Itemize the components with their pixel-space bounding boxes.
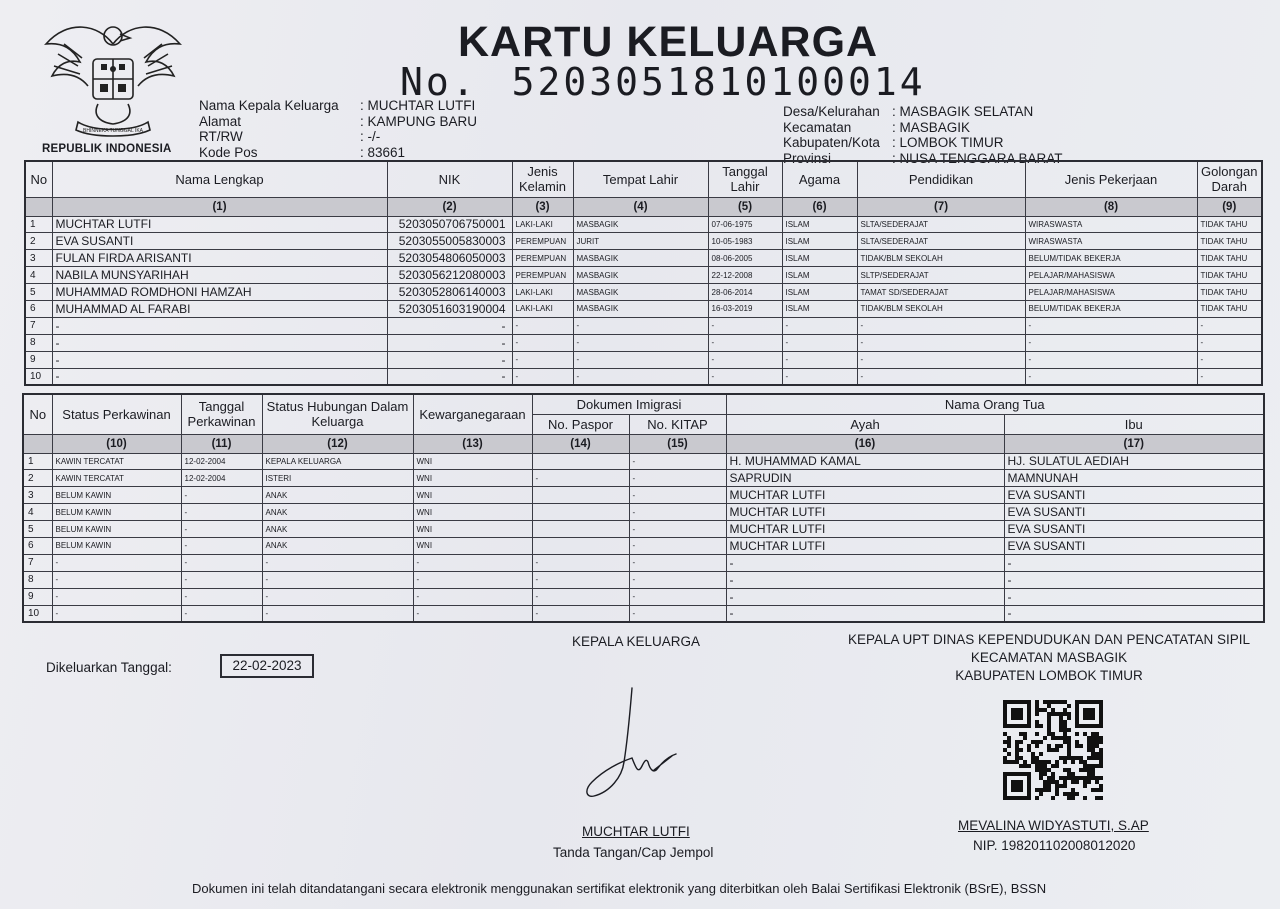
info-value: : NUSA TENGGARA BARAT <box>892 150 1063 166</box>
table-cell: 6 <box>23 537 52 554</box>
family-members-table <box>24 160 1263 386</box>
table-cell: - <box>726 571 1004 588</box>
info-label: RT/RW <box>199 129 243 144</box>
table-cell <box>532 504 629 521</box>
table-cell: BELUM/TIDAK BEKERJA <box>1025 250 1197 267</box>
table-row <box>23 504 1264 521</box>
table-cell: - <box>857 334 1025 351</box>
electronic-signature-notice: Dokumen ini telah ditandatangani secara elektronik menggunakan sertifikat elektronik yang diterbitkan oleh Balai Sertifikasi Elektronik (BSrE), BSSN <box>192 881 1047 896</box>
table-row <box>25 267 1262 284</box>
table-cell: MASBAGIK <box>573 284 708 301</box>
info-value: : LOMBOK TIMUR <box>892 135 1004 150</box>
table-cell: - <box>413 554 532 571</box>
table-cell: 2 <box>25 233 52 250</box>
table-cell: 5 <box>23 521 52 538</box>
table-row <box>25 334 1262 351</box>
table-cell: PEREMPUAN <box>512 250 573 267</box>
table-cell: - <box>1025 334 1197 351</box>
table-cell: - <box>181 537 262 554</box>
table-cell: - <box>726 605 1004 622</box>
table-row <box>23 521 1264 538</box>
table-cell: WNI <box>413 487 532 504</box>
info-row <box>199 145 477 161</box>
table-cell: - <box>708 334 782 351</box>
table-cell: - <box>262 554 413 571</box>
table-cell: - <box>573 351 708 368</box>
signature-caption: Tanda Tangan/Cap Jempol <box>553 845 714 860</box>
table-cell <box>532 521 629 538</box>
official-title <box>845 631 1253 685</box>
table-cell: - <box>181 504 262 521</box>
table-cell: - <box>262 588 413 605</box>
col-number: (17) <box>1004 434 1264 453</box>
table-cell: TAMAT SD/SEDERAJAT <box>857 284 1025 301</box>
col-header-no: No <box>25 161 52 197</box>
table-cell: 4 <box>23 504 52 521</box>
table-cell: HJ. SULATUL AEDIAH <box>1004 453 1264 470</box>
table-cell: JURIT <box>573 233 708 250</box>
col-header-no: No <box>23 394 52 434</box>
table-cell: H. MUHAMMAD KAMAL <box>726 453 1004 470</box>
table-cell: 3 <box>25 250 52 267</box>
table-cell: ISLAM <box>782 233 857 250</box>
table-cell: 9 <box>25 351 52 368</box>
table-cell: - <box>1025 368 1197 385</box>
table-row <box>25 233 1262 250</box>
table-cell: WNI <box>413 504 532 521</box>
table-cell: - <box>52 317 387 334</box>
table-cell: BELUM KAWIN <box>52 521 181 538</box>
table-cell: WNI <box>413 537 532 554</box>
table-cell: - <box>629 470 726 487</box>
table-cell: BELUM KAWIN <box>52 537 181 554</box>
table-cell: LAKI-LAKI <box>512 300 573 317</box>
table-row <box>25 216 1262 233</box>
col-number: (13) <box>413 434 532 453</box>
table-cell: - <box>413 605 532 622</box>
table-cell: 8 <box>23 571 52 588</box>
table-cell: MASBAGIK <box>573 250 708 267</box>
table-row <box>23 554 1264 571</box>
table-cell: 5203052806140003 <box>387 284 512 301</box>
info-label: Provinsi <box>783 150 832 166</box>
table-cell: 12-02-2004 <box>181 453 262 470</box>
table-cell: - <box>573 334 708 351</box>
official-nip: NIP. 198201102008012020 <box>973 838 1136 853</box>
table-row <box>23 453 1264 470</box>
table-cell: - <box>532 605 629 622</box>
col-header-ibu: Ibu <box>1004 414 1264 434</box>
table-cell: MUCHTAR LUTFI <box>726 487 1004 504</box>
table-cell: 16-03-2019 <box>708 300 782 317</box>
col-header-nik: NIK <box>387 161 512 197</box>
table-cell: KAWIN TERCATAT <box>52 453 181 470</box>
table-cell: 5203055005830003 <box>387 233 512 250</box>
col-header-nama: Nama Lengkap <box>52 161 387 197</box>
col-number: (15) <box>629 434 726 453</box>
emblem-caption: REPUBLIK INDONESIA <box>42 143 172 155</box>
table-cell: - <box>782 317 857 334</box>
table-cell: 08-06-2005 <box>708 250 782 267</box>
table-cell: TIDAK/BLM SEKOLAH <box>857 250 1025 267</box>
info-label: Kabupaten/Kota <box>783 135 880 150</box>
col-number: (1) <box>52 197 387 216</box>
col-header-pekerjaan: Jenis Pekerjaan <box>1025 161 1197 197</box>
table-cell: 5 <box>25 284 52 301</box>
table-cell: MUCHTAR LUTFI <box>726 537 1004 554</box>
col-header-status-hubungan: Status Hubungan Dalam Keluarga <box>262 394 413 434</box>
table-cell: - <box>1004 571 1264 588</box>
table-row <box>23 487 1264 504</box>
official-title-line-2: KECAMATAN MASBAGIK <box>970 650 1128 665</box>
table-cell: - <box>532 571 629 588</box>
qr-code-icon <box>1003 700 1103 800</box>
info-row <box>783 120 1063 136</box>
info-value: : MASBAGIK SELATAN <box>892 104 1034 119</box>
table-cell: EVA SUSANTI <box>1004 521 1264 538</box>
col-number: (14) <box>532 434 629 453</box>
table-cell: - <box>782 368 857 385</box>
table-cell: - <box>782 334 857 351</box>
table-cell: - <box>1197 317 1262 334</box>
table-cell: - <box>52 368 387 385</box>
table-cell: 7 <box>23 554 52 571</box>
table-cell: - <box>52 571 181 588</box>
table-cell: 22-12-2008 <box>708 267 782 284</box>
table-cell: PELAJAR/MAHASISWA <box>1025 284 1197 301</box>
table-cell: 1 <box>25 216 52 233</box>
table-cell: TIDAK TAHU <box>1197 216 1262 233</box>
info-row <box>199 129 477 145</box>
table-cell: 5203056212080003 <box>387 267 512 284</box>
table-cell: TIDAK TAHU <box>1197 300 1262 317</box>
table-cell: 12-02-2004 <box>181 470 262 487</box>
col-header-kewarganegaraan: Kewarganegaraan <box>413 394 532 434</box>
col-number: (5) <box>708 197 782 216</box>
table-cell: - <box>512 317 573 334</box>
table-cell: BELUM/TIDAK BEKERJA <box>1025 300 1197 317</box>
col-header-no-kitap: No. KITAP <box>629 414 726 434</box>
col-header-ayah: Ayah <box>726 414 1004 434</box>
table-cell: MUHAMMAD ROMDHONI HAMZAH <box>52 284 387 301</box>
table-cell: ANAK <box>262 487 413 504</box>
table-cell <box>532 487 629 504</box>
info-label: Kode Pos <box>199 144 258 160</box>
table-cell: 5203054806050003 <box>387 250 512 267</box>
table-cell: 6 <box>25 300 52 317</box>
table-cell: ISLAM <box>782 267 857 284</box>
table-cell: WIRASWASTA <box>1025 216 1197 233</box>
table-cell: ISLAM <box>782 216 857 233</box>
table-cell: - <box>387 317 512 334</box>
table-cell: PEREMPUAN <box>512 233 573 250</box>
table-cell: - <box>52 605 181 622</box>
table-cell: SLTP/SEDERAJAT <box>857 267 1025 284</box>
table-row <box>25 300 1262 317</box>
table-cell: - <box>413 588 532 605</box>
info-label: Kecamatan <box>783 119 852 135</box>
table-cell: - <box>262 571 413 588</box>
info-value: : MASBAGIK <box>892 119 971 135</box>
table-cell <box>532 537 629 554</box>
col-header-jenis-kelamin: Jenis Kelamin <box>512 161 573 197</box>
table-cell: - <box>532 470 629 487</box>
col-header-dokumen-imigrasi: Dokumen Imigrasi <box>532 394 726 414</box>
col-header-tanggal-perkawinan: Tanggal Perkawinan <box>181 394 262 434</box>
table-cell: SLTA/SEDERAJAT <box>857 216 1025 233</box>
table-cell: ISLAM <box>782 250 857 267</box>
table-cell: - <box>1025 351 1197 368</box>
table-cell: - <box>726 554 1004 571</box>
table-cell: - <box>181 521 262 538</box>
table-cell: - <box>413 571 532 588</box>
table-cell: - <box>1025 317 1197 334</box>
garuda-emblem-icon <box>38 14 188 144</box>
kepala-keluarga-label: KEPALA KELUARGA <box>572 634 701 649</box>
table-cell: MUCHTAR LUTFI <box>52 216 387 233</box>
table-cell: - <box>629 605 726 622</box>
table-row <box>25 284 1262 301</box>
civil-status-table <box>22 393 1265 623</box>
official-title-line-3: KABUPATEN LOMBOK TIMUR <box>955 668 1143 683</box>
table-cell: - <box>52 351 387 368</box>
table-cell: 3 <box>23 487 52 504</box>
table-row <box>25 368 1262 385</box>
info-value: : 83661 <box>360 144 406 160</box>
table-cell: MASBAGIK <box>573 300 708 317</box>
table-cell: 5203050706750001 <box>387 216 512 233</box>
table-cell: 5203051603190004 <box>387 300 512 317</box>
table-cell: 1 <box>23 453 52 470</box>
table-cell: - <box>512 351 573 368</box>
number-label: No. <box>400 60 478 104</box>
table-row <box>25 250 1262 267</box>
table-cell: - <box>387 351 512 368</box>
col-number <box>25 197 52 216</box>
document-title: KARTU KELUARGA <box>458 18 879 66</box>
table-cell: - <box>857 317 1025 334</box>
table-cell: - <box>708 351 782 368</box>
table-row <box>23 537 1264 554</box>
table-cell: NABILA MUNSYARIHAH <box>52 267 387 284</box>
col-number: (4) <box>573 197 708 216</box>
col-header-no-paspor: No. Paspor <box>532 414 629 434</box>
table-row <box>25 317 1262 334</box>
info-label: Nama Kepala Keluarga <box>199 98 339 113</box>
table-cell: EVA SUSANTI <box>1004 487 1264 504</box>
table-cell: 10 <box>25 368 52 385</box>
table-cell: - <box>1004 588 1264 605</box>
table-cell: 07-06-1975 <box>708 216 782 233</box>
table-cell: - <box>573 368 708 385</box>
table-cell: SLTA/SEDERAJAT <box>857 233 1025 250</box>
table-cell: 7 <box>25 317 52 334</box>
table-cell: TIDAK TAHU <box>1197 267 1262 284</box>
info-row <box>783 135 1063 151</box>
info-label: Alamat <box>199 113 242 129</box>
table-cell: TIDAK TAHU <box>1197 250 1262 267</box>
info-value: : KAMPUNG BARU <box>360 113 478 129</box>
number-value: 5203051810100014 <box>511 60 926 104</box>
table-cell: LAKI-LAKI <box>512 216 573 233</box>
table-cell: - <box>782 351 857 368</box>
table-cell: MASBAGIK <box>573 216 708 233</box>
table-cell: - <box>708 317 782 334</box>
table-cell: - <box>532 554 629 571</box>
table-cell: ANAK <box>262 521 413 538</box>
table-cell: EVA SUSANTI <box>52 233 387 250</box>
table-cell: - <box>387 334 512 351</box>
table-cell: - <box>387 368 512 385</box>
table-cell: - <box>629 521 726 538</box>
col-header-golongan-darah: Golongan Darah <box>1197 161 1262 197</box>
table-cell: - <box>629 537 726 554</box>
col-number: (9) <box>1197 197 1262 216</box>
col-header-tempat-lahir: Tempat Lahir <box>573 161 708 197</box>
info-value: : MUCHTAR LUTFI <box>360 98 476 113</box>
table-cell: - <box>726 588 1004 605</box>
col-header-nama-orang-tua: Nama Orang Tua <box>726 394 1264 414</box>
table-cell: FULAN FIRDA ARISANTI <box>52 250 387 267</box>
info-row <box>199 98 477 114</box>
table-cell: WNI <box>413 453 532 470</box>
table-cell: - <box>181 605 262 622</box>
table-cell: KAWIN TERCATAT <box>52 470 181 487</box>
table-cell: - <box>629 487 726 504</box>
table-cell <box>532 453 629 470</box>
table-row <box>23 588 1264 605</box>
col-number: (7) <box>857 197 1025 216</box>
col-number: (8) <box>1025 197 1197 216</box>
table-cell: - <box>181 554 262 571</box>
col-number: (3) <box>512 197 573 216</box>
issued-date-label: Dikeluarkan Tanggal: <box>46 660 172 675</box>
col-header-status-perkawinan: Status Perkawinan <box>52 394 181 434</box>
kepala-keluarga-name: MUCHTAR LUTFI <box>582 824 690 839</box>
table-cell: - <box>708 368 782 385</box>
col-number: (2) <box>387 197 512 216</box>
table-cell: - <box>262 605 413 622</box>
table-cell: - <box>181 588 262 605</box>
table-cell: WNI <box>413 470 532 487</box>
table-cell: WIRASWASTA <box>1025 233 1197 250</box>
official-name: MEVALINA WIDYASTUTI, S.AP <box>958 818 1149 833</box>
document-number <box>400 60 926 104</box>
table-cell: - <box>857 368 1025 385</box>
table-cell: - <box>1004 605 1264 622</box>
col-number: (16) <box>726 434 1004 453</box>
table-cell: MUHAMMAD AL FARABI <box>52 300 387 317</box>
table-cell: - <box>629 453 726 470</box>
table-cell: MUCHTAR LUTFI <box>726 521 1004 538</box>
table-cell: WNI <box>413 521 532 538</box>
table-cell: MUCHTAR LUTFI <box>726 504 1004 521</box>
table-cell: BELUM KAWIN <box>52 504 181 521</box>
table-cell: - <box>1197 334 1262 351</box>
table-cell: - <box>1197 351 1262 368</box>
col-number: (6) <box>782 197 857 216</box>
table-cell: ISLAM <box>782 284 857 301</box>
table-cell: 10-05-1983 <box>708 233 782 250</box>
info-row <box>199 114 477 130</box>
table-cell: - <box>573 317 708 334</box>
table-cell: - <box>629 588 726 605</box>
emblem-motto: BHINNEKA TUNGGAL IKA <box>82 128 144 134</box>
table-cell: 10 <box>23 605 52 622</box>
col-number <box>23 434 52 453</box>
table-cell: ANAK <box>262 537 413 554</box>
issued-date-value: 22-02-2023 <box>220 654 314 678</box>
table-cell: - <box>52 334 387 351</box>
info-label: Desa/Kelurahan <box>783 104 880 119</box>
table-cell: - <box>629 571 726 588</box>
household-info-left <box>199 98 477 160</box>
info-row <box>783 104 1063 120</box>
col-number: (12) <box>262 434 413 453</box>
table-cell: MAMNUNAH <box>1004 470 1264 487</box>
table-row <box>23 571 1264 588</box>
table-cell: 28-06-2014 <box>708 284 782 301</box>
table-cell: ISTERI <box>262 470 413 487</box>
table-cell: TIDAK TAHU <box>1197 233 1262 250</box>
table-row <box>23 605 1264 622</box>
table-cell: TIDAK/BLM SEKOLAH <box>857 300 1025 317</box>
table-cell: LAKI-LAKI <box>512 284 573 301</box>
table-cell: - <box>629 554 726 571</box>
table-cell: TIDAK TAHU <box>1197 284 1262 301</box>
table-cell: SAPRUDIN <box>726 470 1004 487</box>
table-cell: - <box>629 504 726 521</box>
col-number: (11) <box>181 434 262 453</box>
table-cell: MASBAGIK <box>573 267 708 284</box>
table-cell: - <box>512 368 573 385</box>
table-cell: - <box>181 571 262 588</box>
table-cell: 8 <box>25 334 52 351</box>
table-cell: - <box>857 351 1025 368</box>
table-row <box>23 470 1264 487</box>
table-cell: - <box>52 588 181 605</box>
household-info-right <box>783 104 1063 166</box>
table-cell: 9 <box>23 588 52 605</box>
table-row <box>25 351 1262 368</box>
table-cell: KEPALA KELUARGA <box>262 453 413 470</box>
info-value: : -/- <box>360 129 381 144</box>
col-header-agama: Agama <box>782 161 857 197</box>
table-cell: ISLAM <box>782 300 857 317</box>
table-cell: - <box>1004 554 1264 571</box>
table-cell: BELUM KAWIN <box>52 487 181 504</box>
official-title-line-1: KEPALA UPT DINAS KEPENDUDUKAN DAN PENCATATAN SIPIL <box>847 632 1251 647</box>
table-cell: - <box>532 588 629 605</box>
table-cell: PELAJAR/MAHASISWA <box>1025 267 1197 284</box>
table-cell: 2 <box>23 470 52 487</box>
table-cell: PEREMPUAN <box>512 267 573 284</box>
col-header-pendidikan: Pendidikan <box>857 161 1025 197</box>
table-cell: - <box>52 554 181 571</box>
table-cell: EVA SUSANTI <box>1004 537 1264 554</box>
handwritten-signature-icon <box>580 682 690 802</box>
table-cell: ANAK <box>262 504 413 521</box>
table-cell: - <box>512 334 573 351</box>
table-cell: 4 <box>25 267 52 284</box>
table-cell: EVA SUSANTI <box>1004 504 1264 521</box>
table-cell: - <box>1197 368 1262 385</box>
table-cell: - <box>181 487 262 504</box>
col-number: (10) <box>52 434 181 453</box>
col-header-tanggal-lahir: Tanggal Lahir <box>708 161 782 197</box>
